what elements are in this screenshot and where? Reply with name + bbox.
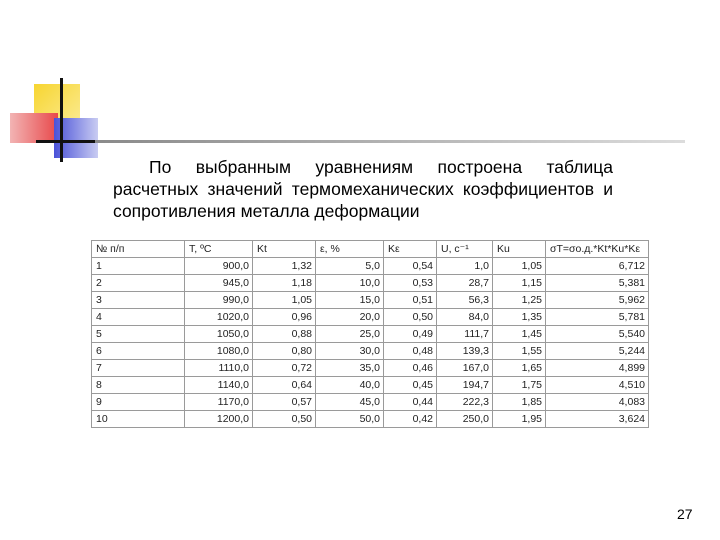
table-cell: 50,0 [316, 411, 384, 428]
table-cell: 7 [92, 360, 185, 377]
table-row [92, 411, 649, 428]
table-cell: 1140,0 [185, 377, 253, 394]
table-cell: 6 [92, 343, 185, 360]
table-cell: 5,962 [546, 292, 649, 309]
table-cell: 194,7 [437, 377, 493, 394]
table-cell: 4,083 [546, 394, 649, 411]
table-cell: 1170,0 [185, 394, 253, 411]
header-cell: σT=σо.д.*Kt*Ku*Kε [546, 241, 649, 258]
table-cell: 20,0 [316, 309, 384, 326]
table-cell: 3 [92, 292, 185, 309]
table-row [92, 275, 649, 292]
table-cell: 10,0 [316, 275, 384, 292]
table-cell: 1020,0 [185, 309, 253, 326]
body-paragraph: По выбранным уравнениям построена таблица расчетных значений термомеханических коэффициентов и сопротивления металла деформации [113, 157, 613, 221]
table-cell: 250,0 [437, 411, 493, 428]
table-cell: 3,624 [546, 411, 649, 428]
table-cell: 1,65 [493, 360, 546, 377]
table-row [92, 309, 649, 326]
table-cell: 10 [92, 411, 185, 428]
table-cell: 1 [92, 258, 185, 275]
table-cell: 5,781 [546, 309, 649, 326]
table-cell: 8 [92, 377, 185, 394]
table-row [92, 394, 649, 411]
header-cell: ε, % [316, 241, 384, 258]
table-cell: 1110,0 [185, 360, 253, 377]
table-cell: 0,72 [253, 360, 316, 377]
table-cell: 1,55 [493, 343, 546, 360]
table-cell: 35,0 [316, 360, 384, 377]
table-cell: 990,0 [185, 292, 253, 309]
table-cell: 5,0 [316, 258, 384, 275]
table-cell: 0,88 [253, 326, 316, 343]
table-cell: 1,25 [493, 292, 546, 309]
table-cell: 1,0 [437, 258, 493, 275]
header-cell: Ku [493, 241, 546, 258]
table-cell: 5,540 [546, 326, 649, 343]
table-cell: 4 [92, 309, 185, 326]
page-number: 27 [677, 506, 693, 522]
table-cell: 0,80 [253, 343, 316, 360]
table-cell: 4,899 [546, 360, 649, 377]
table-cell: 1,85 [493, 394, 546, 411]
header-rule [95, 140, 685, 143]
table-cell: 6,712 [546, 258, 649, 275]
table-cell: 1050,0 [185, 326, 253, 343]
table-cell: 167,0 [437, 360, 493, 377]
table-cell: 0,45 [384, 377, 437, 394]
table-cell: 45,0 [316, 394, 384, 411]
table-row [92, 292, 649, 309]
table-row [92, 326, 649, 343]
table-cell: 0,48 [384, 343, 437, 360]
table-cell: 30,0 [316, 343, 384, 360]
table-cell: 0,51 [384, 292, 437, 309]
table-cell: 0,49 [384, 326, 437, 343]
table-cell: 1200,0 [185, 411, 253, 428]
table-cell: 0,96 [253, 309, 316, 326]
table-cell: 0,64 [253, 377, 316, 394]
table-cell: 1,32 [253, 258, 316, 275]
table-cell: 1,15 [493, 275, 546, 292]
table-cell: 5 [92, 326, 185, 343]
table-cell: 5,244 [546, 343, 649, 360]
table-cell: 0,44 [384, 394, 437, 411]
table-cell: 28,7 [437, 275, 493, 292]
table-cell: 0,54 [384, 258, 437, 275]
table-cell: 2 [92, 275, 185, 292]
bullet-deco-vertical-line [60, 78, 63, 162]
table-cell: 0,46 [384, 360, 437, 377]
table-cell: 1,35 [493, 309, 546, 326]
header-cell: T, ºC [185, 241, 253, 258]
coefficients-table [91, 240, 649, 428]
table-row [92, 360, 649, 377]
table-cell: 4,510 [546, 377, 649, 394]
table-row [92, 258, 649, 275]
table-cell: 1,05 [253, 292, 316, 309]
table-cell: 945,0 [185, 275, 253, 292]
table-cell: 900,0 [185, 258, 253, 275]
header-cell: Kε [384, 241, 437, 258]
table-cell: 0,57 [253, 394, 316, 411]
table-row [92, 343, 649, 360]
table-cell: 1,75 [493, 377, 546, 394]
table-cell: 0,50 [253, 411, 316, 428]
header-cell: U, с⁻¹ [437, 241, 493, 258]
table-cell: 84,0 [437, 309, 493, 326]
table-cell: 25,0 [316, 326, 384, 343]
bullet-deco-red-square [10, 113, 58, 143]
table-cell: 0,53 [384, 275, 437, 292]
table-row [92, 377, 649, 394]
table-cell: 1080,0 [185, 343, 253, 360]
table-cell: 222,3 [437, 394, 493, 411]
header-cell: Kt [253, 241, 316, 258]
table-cell: 0,42 [384, 411, 437, 428]
table-cell: 1,45 [493, 326, 546, 343]
header-cell: № п/п [92, 241, 185, 258]
table-cell: 0,50 [384, 309, 437, 326]
table-cell: 5,381 [546, 275, 649, 292]
table-cell: 56,3 [437, 292, 493, 309]
table-cell: 1,18 [253, 275, 316, 292]
table-cell: 9 [92, 394, 185, 411]
table-cell: 15,0 [316, 292, 384, 309]
table-header-row [92, 241, 649, 258]
table-cell: 1,95 [493, 411, 546, 428]
table-cell: 111,7 [437, 326, 493, 343]
table-cell: 40,0 [316, 377, 384, 394]
table-cell: 1,05 [493, 258, 546, 275]
table-cell: 139,3 [437, 343, 493, 360]
